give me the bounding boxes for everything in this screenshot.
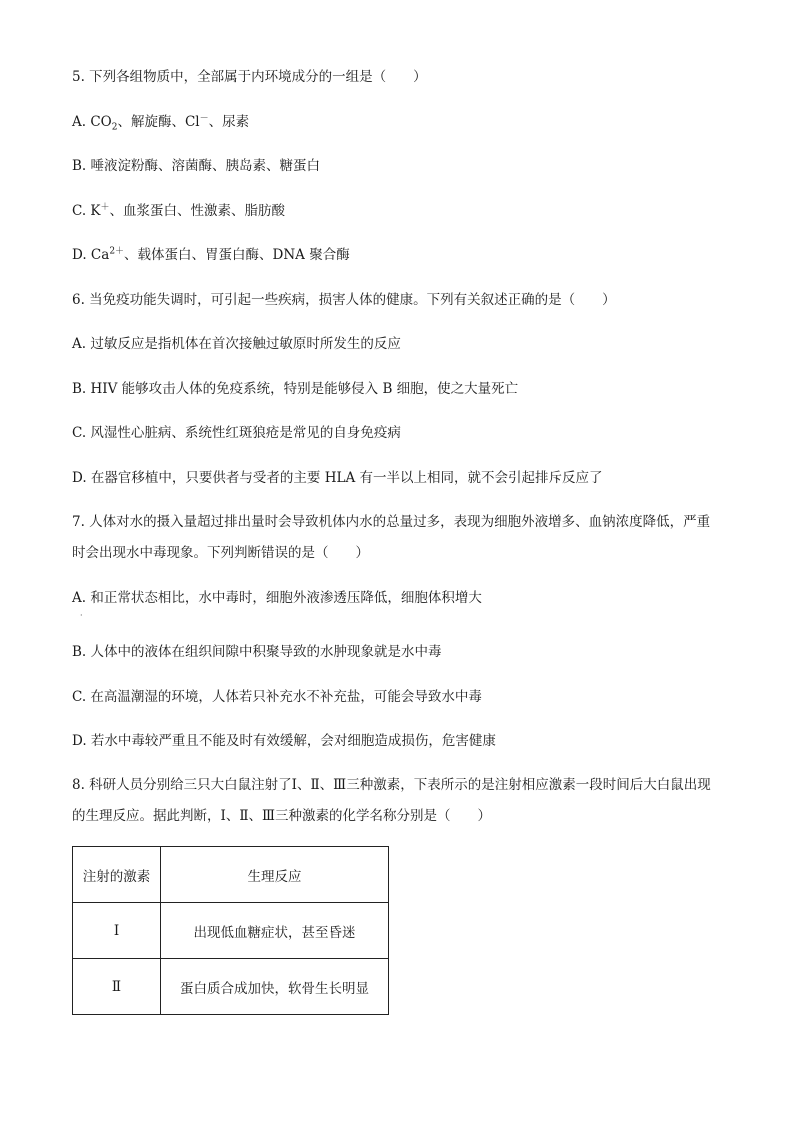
table-cell-reaction: 出现低血糖症状，甚至昏迷: [161, 903, 389, 959]
table-cell-hormone: Ⅱ: [73, 959, 161, 1015]
table-row: [73, 959, 389, 1015]
q6-option-a: A. 过敏反应是指机体在首次接触过敏原时所发生的反应: [72, 336, 401, 352]
q5-stem: 5. 下列各组物质中，全部属于内环境成分的一组是（ ）: [72, 69, 427, 85]
q7-option-b: B. 人体中的液体在组织间隙中积聚导致的水肿现象就是水中毒: [72, 644, 442, 660]
q5-option-b: B. 唾液淀粉酶、溶菌酶、胰岛素、糖蛋白: [72, 158, 321, 174]
table-cell-reaction: 蛋白质合成加快，软骨生长明显: [161, 959, 389, 1015]
q7-option-a: A. 和正常状态相比，水中毒时，细胞外液渗透压降低，细胞体积增大: [72, 590, 482, 606]
table-header-reaction: 生理反应: [161, 847, 389, 903]
q7-option-c: C. 在高温潮湿的环境，人体若只补充水不补充盐，可能会导致水中毒: [72, 689, 482, 705]
table-cell-hormone: Ⅰ: [73, 903, 161, 959]
table-header-hormone: 注射的激素: [73, 847, 161, 903]
q6-option-b: B. HIV 能够攻击人体的免疫系统，特别是能够侵入 B 细胞，使之大量死亡: [72, 381, 519, 397]
q5-option-a: A. $CO_2$、解旋酶、Cl－、尿素: [72, 113, 250, 133]
q8-stem: 8. 科研人员分别给三只大白鼠注射了Ⅰ、Ⅱ、Ⅲ三种激素，下表所示的是注射相应激素一段时间后大白鼠出现的生理反应。据此判断，Ⅰ、Ⅱ、Ⅲ三种激素的化学名称分别是（ ）: [72, 777, 711, 824]
table-row: [73, 903, 389, 959]
q5-option-c: C. K＋、血浆蛋白、性激素、脂肪酸: [72, 202, 286, 219]
scan-dot: ·: [80, 611, 83, 620]
q6-option-c: C. 风湿性心脏病、系统性红斑狼疮是常见的自身免疫病: [72, 425, 401, 441]
table-header-row: [73, 847, 389, 903]
q6-stem: 6. 当免疫功能失调时，可引起一些疾病，损害人体的健康。下列有关叙述正确的是（ ）: [72, 292, 616, 308]
q5-option-d: D. $Ca^{2+}$、载体蛋白、胃蛋白酶、DNA 聚合酶: [72, 246, 350, 263]
q7-stem: 7. 人体对水的摄入量超过排出量时会导致机体内水的总量过多，表现为细胞外液增多、血钠浓度降低，严重时会出现水中毒现象。下列判断错误的是（ ）: [72, 514, 711, 561]
hormone-reaction-table: [72, 846, 389, 1015]
q6-option-d: D. 在器官移植中，只要供者与受者的主要 HLA 有一半以上相同，就不会引起排斥反应了: [72, 470, 603, 486]
q7-option-d: D. 若水中毒较严重且不能及时有效缓解，会对细胞造成损伤，危害健康: [72, 733, 496, 749]
